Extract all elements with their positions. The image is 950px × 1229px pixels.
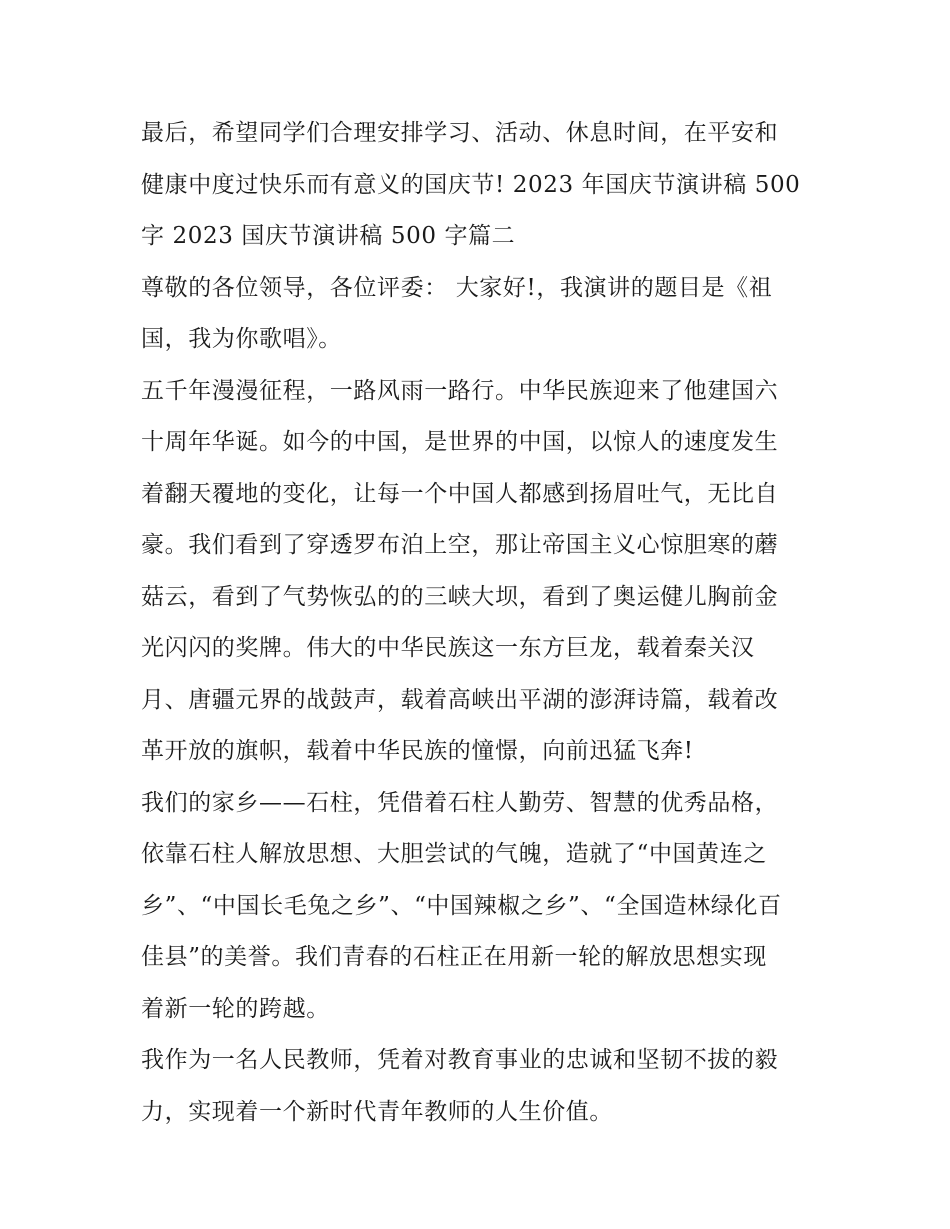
paragraph-teacher: 我作为一名人民教师，凭着对教育事业的忠诚和坚韧不拔的毅 力，实现着一个新时代青年教师的人生价值。 (141, 1047, 779, 1125)
paragraph-hometown: 我们的家乡——石柱，凭借着石柱人勤劳、智慧的优秀品格， 依靠石柱人解放思想、大胆尝试的气魄，造就了“中国黄连之 乡”、“中国长毛兔之乡”、“中国辣椒之乡”、“全国造林绿化百 佳县”的美誉。我们青春的石柱正在用新一轮的解放思想实现 着新一轮的跨越。 (141, 789, 782, 1022)
paragraph-closing-wish: 最后，希望同学们合理安排学习、活动、休息时间，在平安和 健康中度过快乐而有意义的国庆节! 2023 年国庆节演讲稿 500 字 2023 国庆节演讲稿 500 字篇二 (141, 120, 801, 249)
document-body (141, 108, 813, 1138)
paragraph-greeting: 尊敬的各位领导，各位评委： 大家好!，我演讲的题目是《祖 国，我为你歌唱》。 (141, 274, 773, 352)
paragraph-nation-history: 五千年漫漫征程，一路风雨一路行。中华民族迎来了他建国六 十周年华诞。如今的中国，是世界的中国，以惊人的速度发生 着翻天覆地的变化，让每一个中国人都感到扬眉吐气，无比自 豪。我们看到了穿透罗布泊上空，那让帝国主义心惊胆寒的蘑 菇云，看到了气势恢弘的的三峡大坝，看到了奥运健儿胸前金 光闪闪的奖牌。伟大的中华民族这一东方巨龙，载着秦关汉 月、唐疆元界的战鼓声，载着高峡出平湖的澎湃诗篇，载着改 革开放的旗帜，载着中华民族的憧憬，向前迅猛飞奔! (141, 377, 779, 764)
